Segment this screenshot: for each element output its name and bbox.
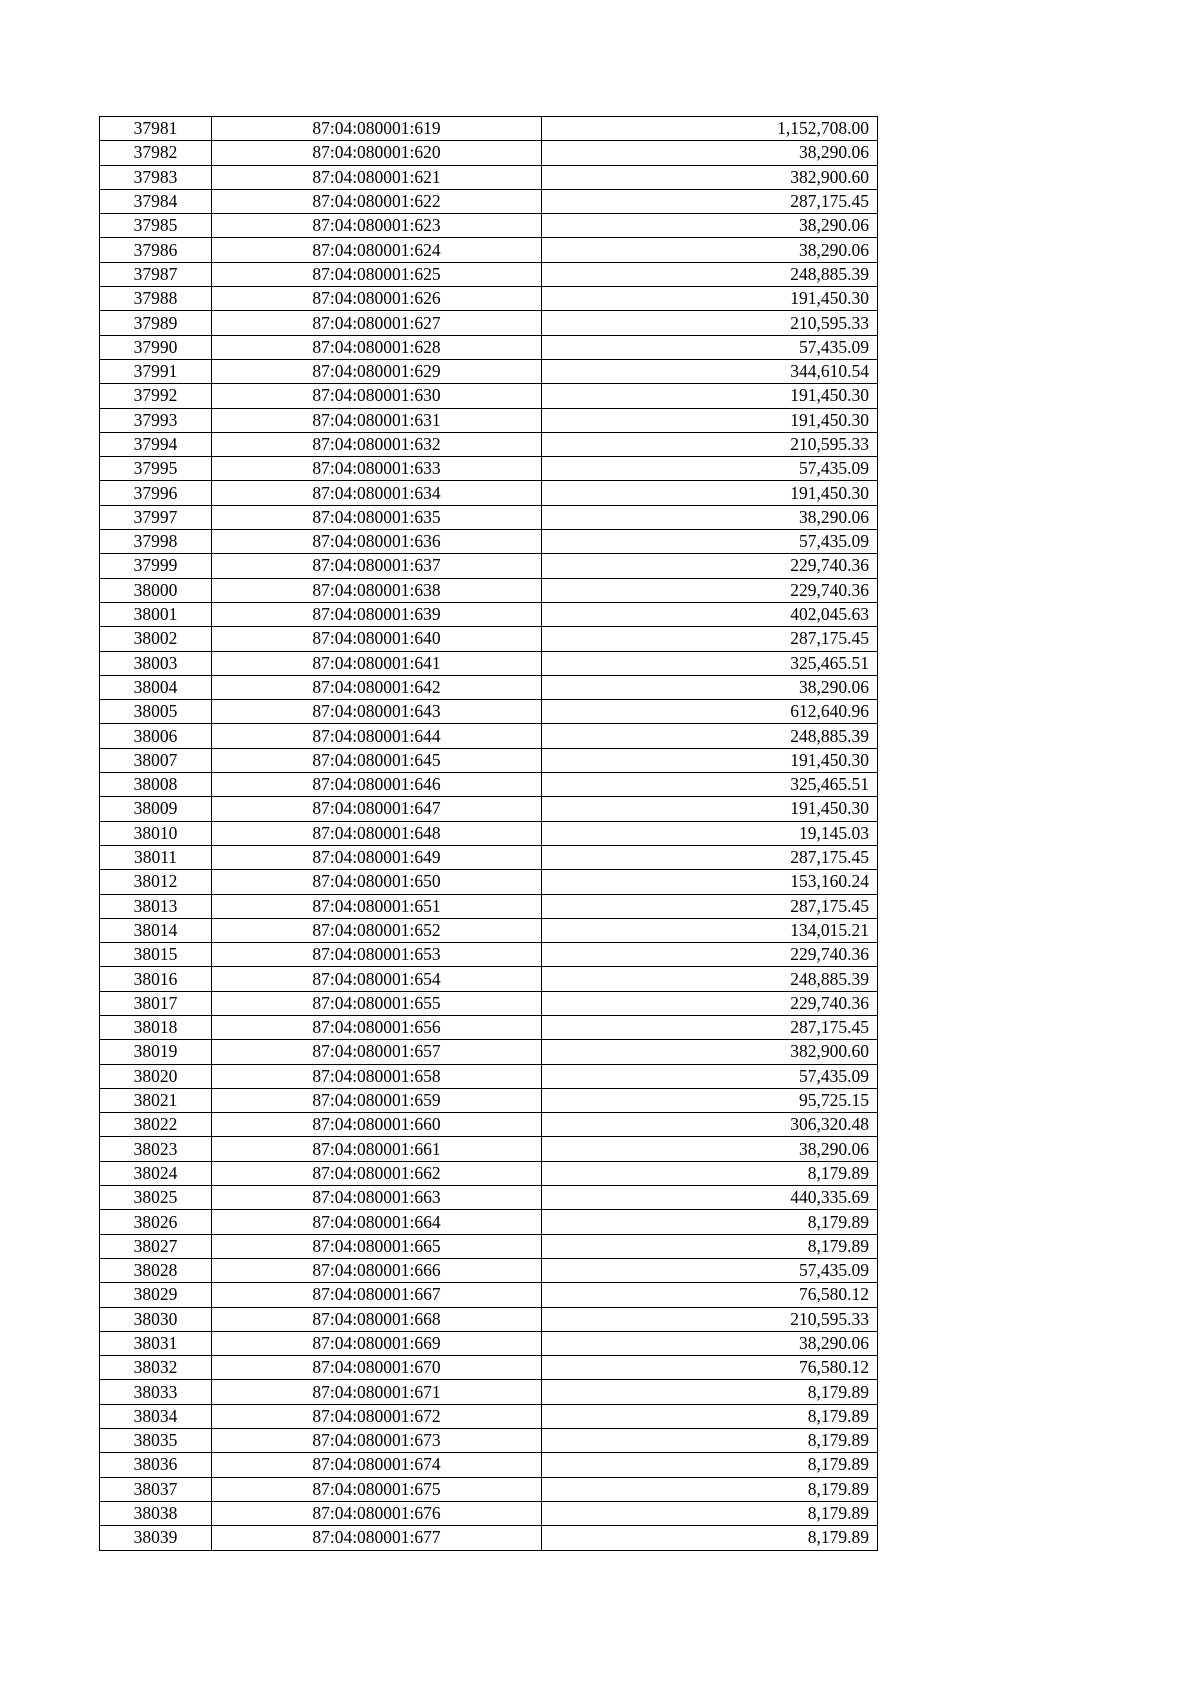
cadastral-number-cell: 87:04:080001:630 [212, 384, 542, 408]
cadastral-value-cell: 306,320.48 [542, 1113, 878, 1137]
cadastral-number-cell: 87:04:080001:628 [212, 335, 542, 359]
row-number-cell: 38016 [100, 967, 212, 991]
cadastral-value-cell: 191,450.30 [542, 797, 878, 821]
cadastral-value-cell: 191,450.30 [542, 287, 878, 311]
cadastral-value-cell: 8,179.89 [542, 1161, 878, 1185]
cadastral-number-cell: 87:04:080001:620 [212, 141, 542, 165]
cadastral-value-cell: 325,465.51 [542, 773, 878, 797]
row-number-cell: 38006 [100, 724, 212, 748]
table-row [100, 821, 878, 845]
table-row [100, 1356, 878, 1380]
cadastral-value-cell: 19,145.03 [542, 821, 878, 845]
cadastral-value-cell: 76,580.12 [542, 1283, 878, 1307]
table-row [100, 651, 878, 675]
row-number-cell: 38026 [100, 1210, 212, 1234]
table-row [100, 1210, 878, 1234]
cadastral-value-cell: 248,885.39 [542, 967, 878, 991]
cadastral-number-cell: 87:04:080001:652 [212, 918, 542, 942]
cadastral-number-cell: 87:04:080001:669 [212, 1331, 542, 1355]
table-row [100, 578, 878, 602]
cadastral-number-cell: 87:04:080001:643 [212, 700, 542, 724]
table-row [100, 1404, 878, 1428]
cadastral-value-cell: 382,900.60 [542, 165, 878, 189]
row-number-cell: 38015 [100, 943, 212, 967]
cadastral-value-cell: 57,435.09 [542, 530, 878, 554]
row-number-cell: 38014 [100, 918, 212, 942]
cadastral-value-cell: 382,900.60 [542, 1040, 878, 1064]
cadastral-number-cell: 87:04:080001:641 [212, 651, 542, 675]
cadastral-value-cell: 1,152,708.00 [542, 117, 878, 141]
cadastral-number-cell: 87:04:080001:633 [212, 457, 542, 481]
cadastral-value-cell: 38,290.06 [542, 1137, 878, 1161]
table-row [100, 1088, 878, 1112]
cadastral-value-cell: 153,160.24 [542, 870, 878, 894]
cadastral-number-cell: 87:04:080001:665 [212, 1234, 542, 1258]
table-row [100, 335, 878, 359]
row-number-cell: 37987 [100, 262, 212, 286]
row-number-cell: 38028 [100, 1258, 212, 1282]
cadastral-value-cell: 325,465.51 [542, 651, 878, 675]
table-row [100, 408, 878, 432]
row-number-cell: 38030 [100, 1307, 212, 1331]
cadastral-value-cell: 191,450.30 [542, 384, 878, 408]
table-row [100, 1477, 878, 1501]
row-number-cell: 37993 [100, 408, 212, 432]
cadastral-number-cell: 87:04:080001:667 [212, 1283, 542, 1307]
cadastral-value-cell: 8,179.89 [542, 1404, 878, 1428]
table-row [100, 1501, 878, 1525]
row-number-cell: 37989 [100, 311, 212, 335]
table-row [100, 967, 878, 991]
cadastral-value-cell: 210,595.33 [542, 432, 878, 456]
cadastral-number-cell: 87:04:080001:622 [212, 189, 542, 213]
row-number-cell: 37996 [100, 481, 212, 505]
table-row [100, 238, 878, 262]
cadastral-number-cell: 87:04:080001:625 [212, 262, 542, 286]
table-row [100, 1186, 878, 1210]
table-row [100, 1137, 878, 1161]
table-row [100, 481, 878, 505]
row-number-cell: 37988 [100, 287, 212, 311]
cadastral-number-cell: 87:04:080001:632 [212, 432, 542, 456]
cadastral-value-cell: 287,175.45 [542, 627, 878, 651]
table-row [100, 1429, 878, 1453]
row-number-cell: 38003 [100, 651, 212, 675]
row-number-cell: 37982 [100, 141, 212, 165]
table-row [100, 165, 878, 189]
cadastral-number-cell: 87:04:080001:637 [212, 554, 542, 578]
table-row [100, 554, 878, 578]
table-row [100, 1234, 878, 1258]
table-row [100, 797, 878, 821]
cadastral-value-cell: 134,015.21 [542, 918, 878, 942]
table-row [100, 1331, 878, 1355]
table-row [100, 773, 878, 797]
row-number-cell: 38011 [100, 845, 212, 869]
cadastral-number-cell: 87:04:080001:676 [212, 1501, 542, 1525]
table-row [100, 918, 878, 942]
cadastral-value-cell: 191,450.30 [542, 481, 878, 505]
cadastral-number-cell: 87:04:080001:626 [212, 287, 542, 311]
table-row [100, 991, 878, 1015]
table-row [100, 870, 878, 894]
cadastral-value-cell: 229,740.36 [542, 943, 878, 967]
cadastral-value-cell: 191,450.30 [542, 408, 878, 432]
cadastral-value-cell: 57,435.09 [542, 1064, 878, 1088]
cadastral-value-cell: 402,045.63 [542, 602, 878, 626]
cadastral-value-cell: 38,290.06 [542, 238, 878, 262]
cadastral-value-cell: 95,725.15 [542, 1088, 878, 1112]
cadastral-value-cell: 287,175.45 [542, 189, 878, 213]
table-row [100, 505, 878, 529]
row-number-cell: 38036 [100, 1453, 212, 1477]
cadastral-number-cell: 87:04:080001:631 [212, 408, 542, 432]
row-number-cell: 38019 [100, 1040, 212, 1064]
table-row [100, 141, 878, 165]
cadastral-number-cell: 87:04:080001:673 [212, 1429, 542, 1453]
cadastral-value-cell: 612,640.96 [542, 700, 878, 724]
cadastral-number-cell: 87:04:080001:645 [212, 748, 542, 772]
cadastral-value-cell: 229,740.36 [542, 578, 878, 602]
cadastral-value-cell: 8,179.89 [542, 1526, 878, 1550]
cadastral-number-cell: 87:04:080001:646 [212, 773, 542, 797]
cadastral-value-cell: 287,175.45 [542, 1015, 878, 1039]
table-row [100, 1161, 878, 1185]
table-row [100, 1307, 878, 1331]
row-number-cell: 38021 [100, 1088, 212, 1112]
row-number-cell: 37997 [100, 505, 212, 529]
row-number-cell: 38001 [100, 602, 212, 626]
cadastral-value-cell: 8,179.89 [542, 1453, 878, 1477]
cadastral-number-cell: 87:04:080001:653 [212, 943, 542, 967]
row-number-cell: 38009 [100, 797, 212, 821]
cadastral-number-cell: 87:04:080001:638 [212, 578, 542, 602]
cadastral-number-cell: 87:04:080001:668 [212, 1307, 542, 1331]
cadastral-number-cell: 87:04:080001:666 [212, 1258, 542, 1282]
cadastral-value-cell: 8,179.89 [542, 1429, 878, 1453]
row-number-cell: 37994 [100, 432, 212, 456]
table-body [100, 117, 878, 1551]
cadastral-value-cell: 344,610.54 [542, 359, 878, 383]
table-row [100, 894, 878, 918]
row-number-cell: 38024 [100, 1161, 212, 1185]
cadastral-number-cell: 87:04:080001:654 [212, 967, 542, 991]
row-number-cell: 37985 [100, 214, 212, 238]
table-row [100, 748, 878, 772]
row-number-cell: 37998 [100, 530, 212, 554]
table-row [100, 1526, 878, 1550]
table-row [100, 457, 878, 481]
cadastral-number-cell: 87:04:080001:627 [212, 311, 542, 335]
table-row [100, 1015, 878, 1039]
cadastral-value-cell: 57,435.09 [542, 1258, 878, 1282]
cadastral-number-cell: 87:04:080001:621 [212, 165, 542, 189]
cadastral-value-cell: 248,885.39 [542, 724, 878, 748]
row-number-cell: 38004 [100, 675, 212, 699]
row-number-cell: 38032 [100, 1356, 212, 1380]
cadastral-number-cell: 87:04:080001:640 [212, 627, 542, 651]
cadastral-value-cell: 38,290.06 [542, 675, 878, 699]
table-row [100, 602, 878, 626]
cadastral-value-cell: 8,179.89 [542, 1501, 878, 1525]
table-row [100, 845, 878, 869]
table-row [100, 943, 878, 967]
cadastral-number-cell: 87:04:080001:623 [212, 214, 542, 238]
cadastral-number-cell: 87:04:080001:635 [212, 505, 542, 529]
cadastral-value-cell: 440,335.69 [542, 1186, 878, 1210]
cadastral-number-cell: 87:04:080001:671 [212, 1380, 542, 1404]
table-row [100, 675, 878, 699]
cadastral-value-cell: 57,435.09 [542, 335, 878, 359]
cadastral-number-cell: 87:04:080001:642 [212, 675, 542, 699]
cadastral-value-cell: 248,885.39 [542, 262, 878, 286]
row-number-cell: 37992 [100, 384, 212, 408]
row-number-cell: 38035 [100, 1429, 212, 1453]
row-number-cell: 37986 [100, 238, 212, 262]
cadastral-number-cell: 87:04:080001:624 [212, 238, 542, 262]
cadastral-number-cell: 87:04:080001:644 [212, 724, 542, 748]
row-number-cell: 38010 [100, 821, 212, 845]
cadastral-number-cell: 87:04:080001:651 [212, 894, 542, 918]
row-number-cell: 38002 [100, 627, 212, 651]
cadastral-number-cell: 87:04:080001:634 [212, 481, 542, 505]
table-row [100, 384, 878, 408]
cadastral-number-cell: 87:04:080001:672 [212, 1404, 542, 1428]
cadastral-number-cell: 87:04:080001:658 [212, 1064, 542, 1088]
cadastral-number-cell: 87:04:080001:650 [212, 870, 542, 894]
table-row [100, 359, 878, 383]
table-row [100, 1040, 878, 1064]
row-number-cell: 38000 [100, 578, 212, 602]
row-number-cell: 38008 [100, 773, 212, 797]
cadastral-value-cell: 76,580.12 [542, 1356, 878, 1380]
row-number-cell: 38018 [100, 1015, 212, 1039]
cadastral-value-cell: 287,175.45 [542, 845, 878, 869]
row-number-cell: 37991 [100, 359, 212, 383]
row-number-cell: 38038 [100, 1501, 212, 1525]
table-row [100, 1064, 878, 1088]
cadastral-number-cell: 87:04:080001:661 [212, 1137, 542, 1161]
cadastral-number-cell: 87:04:080001:636 [212, 530, 542, 554]
row-number-cell: 38037 [100, 1477, 212, 1501]
table-row [100, 262, 878, 286]
table-row [100, 189, 878, 213]
row-number-cell: 37990 [100, 335, 212, 359]
row-number-cell: 37983 [100, 165, 212, 189]
cadastral-number-cell: 87:04:080001:647 [212, 797, 542, 821]
cadastral-value-cell: 38,290.06 [542, 214, 878, 238]
cadastral-number-cell: 87:04:080001:648 [212, 821, 542, 845]
table-row [100, 1380, 878, 1404]
row-number-cell: 37981 [100, 117, 212, 141]
table-row [100, 214, 878, 238]
cadastral-number-cell: 87:04:080001:670 [212, 1356, 542, 1380]
row-number-cell: 38017 [100, 991, 212, 1015]
cadastral-value-cell: 8,179.89 [542, 1234, 878, 1258]
cadastral-value-cell: 191,450.30 [542, 748, 878, 772]
cadastral-value-cell: 229,740.36 [542, 991, 878, 1015]
cadastral-value-cell: 38,290.06 [542, 141, 878, 165]
row-number-cell: 38020 [100, 1064, 212, 1088]
cadastral-value-cell: 229,740.36 [542, 554, 878, 578]
cadastral-number-cell: 87:04:080001:639 [212, 602, 542, 626]
cadastral-number-cell: 87:04:080001:675 [212, 1477, 542, 1501]
cadastral-value-cell: 8,179.89 [542, 1380, 878, 1404]
cadastral-number-cell: 87:04:080001:619 [212, 117, 542, 141]
row-number-cell: 37984 [100, 189, 212, 213]
table-row [100, 117, 878, 141]
row-number-cell: 38023 [100, 1137, 212, 1161]
table-row [100, 700, 878, 724]
cadastral-number-cell: 87:04:080001:649 [212, 845, 542, 869]
cadastral-value-cell: 287,175.45 [542, 894, 878, 918]
row-number-cell: 37999 [100, 554, 212, 578]
cadastral-number-cell: 87:04:080001:655 [212, 991, 542, 1015]
cadastral-value-cell: 210,595.33 [542, 1307, 878, 1331]
row-number-cell: 38013 [100, 894, 212, 918]
row-number-cell: 38012 [100, 870, 212, 894]
cadastral-number-cell: 87:04:080001:677 [212, 1526, 542, 1550]
table-row [100, 1258, 878, 1282]
table-row [100, 287, 878, 311]
row-number-cell: 38034 [100, 1404, 212, 1428]
row-number-cell: 37995 [100, 457, 212, 481]
cadastral-value-cell: 57,435.09 [542, 457, 878, 481]
cadastral-value-cell: 8,179.89 [542, 1477, 878, 1501]
table-row [100, 311, 878, 335]
row-number-cell: 38022 [100, 1113, 212, 1137]
table-row [100, 1113, 878, 1137]
row-number-cell: 38033 [100, 1380, 212, 1404]
cadastral-number-cell: 87:04:080001:662 [212, 1161, 542, 1185]
cadastral-number-cell: 87:04:080001:656 [212, 1015, 542, 1039]
cadastral-number-cell: 87:04:080001:663 [212, 1186, 542, 1210]
table-row [100, 724, 878, 748]
cadastral-number-cell: 87:04:080001:659 [212, 1088, 542, 1112]
cadastral-number-cell: 87:04:080001:660 [212, 1113, 542, 1137]
table-row [100, 1453, 878, 1477]
cadastral-value-cell: 38,290.06 [542, 505, 878, 529]
cadastral-value-cell: 210,595.33 [542, 311, 878, 335]
cadastral-number-cell: 87:04:080001:674 [212, 1453, 542, 1477]
table-row [100, 432, 878, 456]
row-number-cell: 38031 [100, 1331, 212, 1355]
cadastral-value-cell: 8,179.89 [542, 1210, 878, 1234]
table-row [100, 530, 878, 554]
table-row [100, 627, 878, 651]
row-number-cell: 38039 [100, 1526, 212, 1550]
cadastral-number-cell: 87:04:080001:629 [212, 359, 542, 383]
table-row [100, 1283, 878, 1307]
cadastral-number-cell: 87:04:080001:664 [212, 1210, 542, 1234]
cadastral-value-cell: 38,290.06 [542, 1331, 878, 1355]
row-number-cell: 38029 [100, 1283, 212, 1307]
cadastral-number-cell: 87:04:080001:657 [212, 1040, 542, 1064]
row-number-cell: 38025 [100, 1186, 212, 1210]
cadastral-value-table [99, 116, 878, 1551]
row-number-cell: 38007 [100, 748, 212, 772]
row-number-cell: 38027 [100, 1234, 212, 1258]
row-number-cell: 38005 [100, 700, 212, 724]
